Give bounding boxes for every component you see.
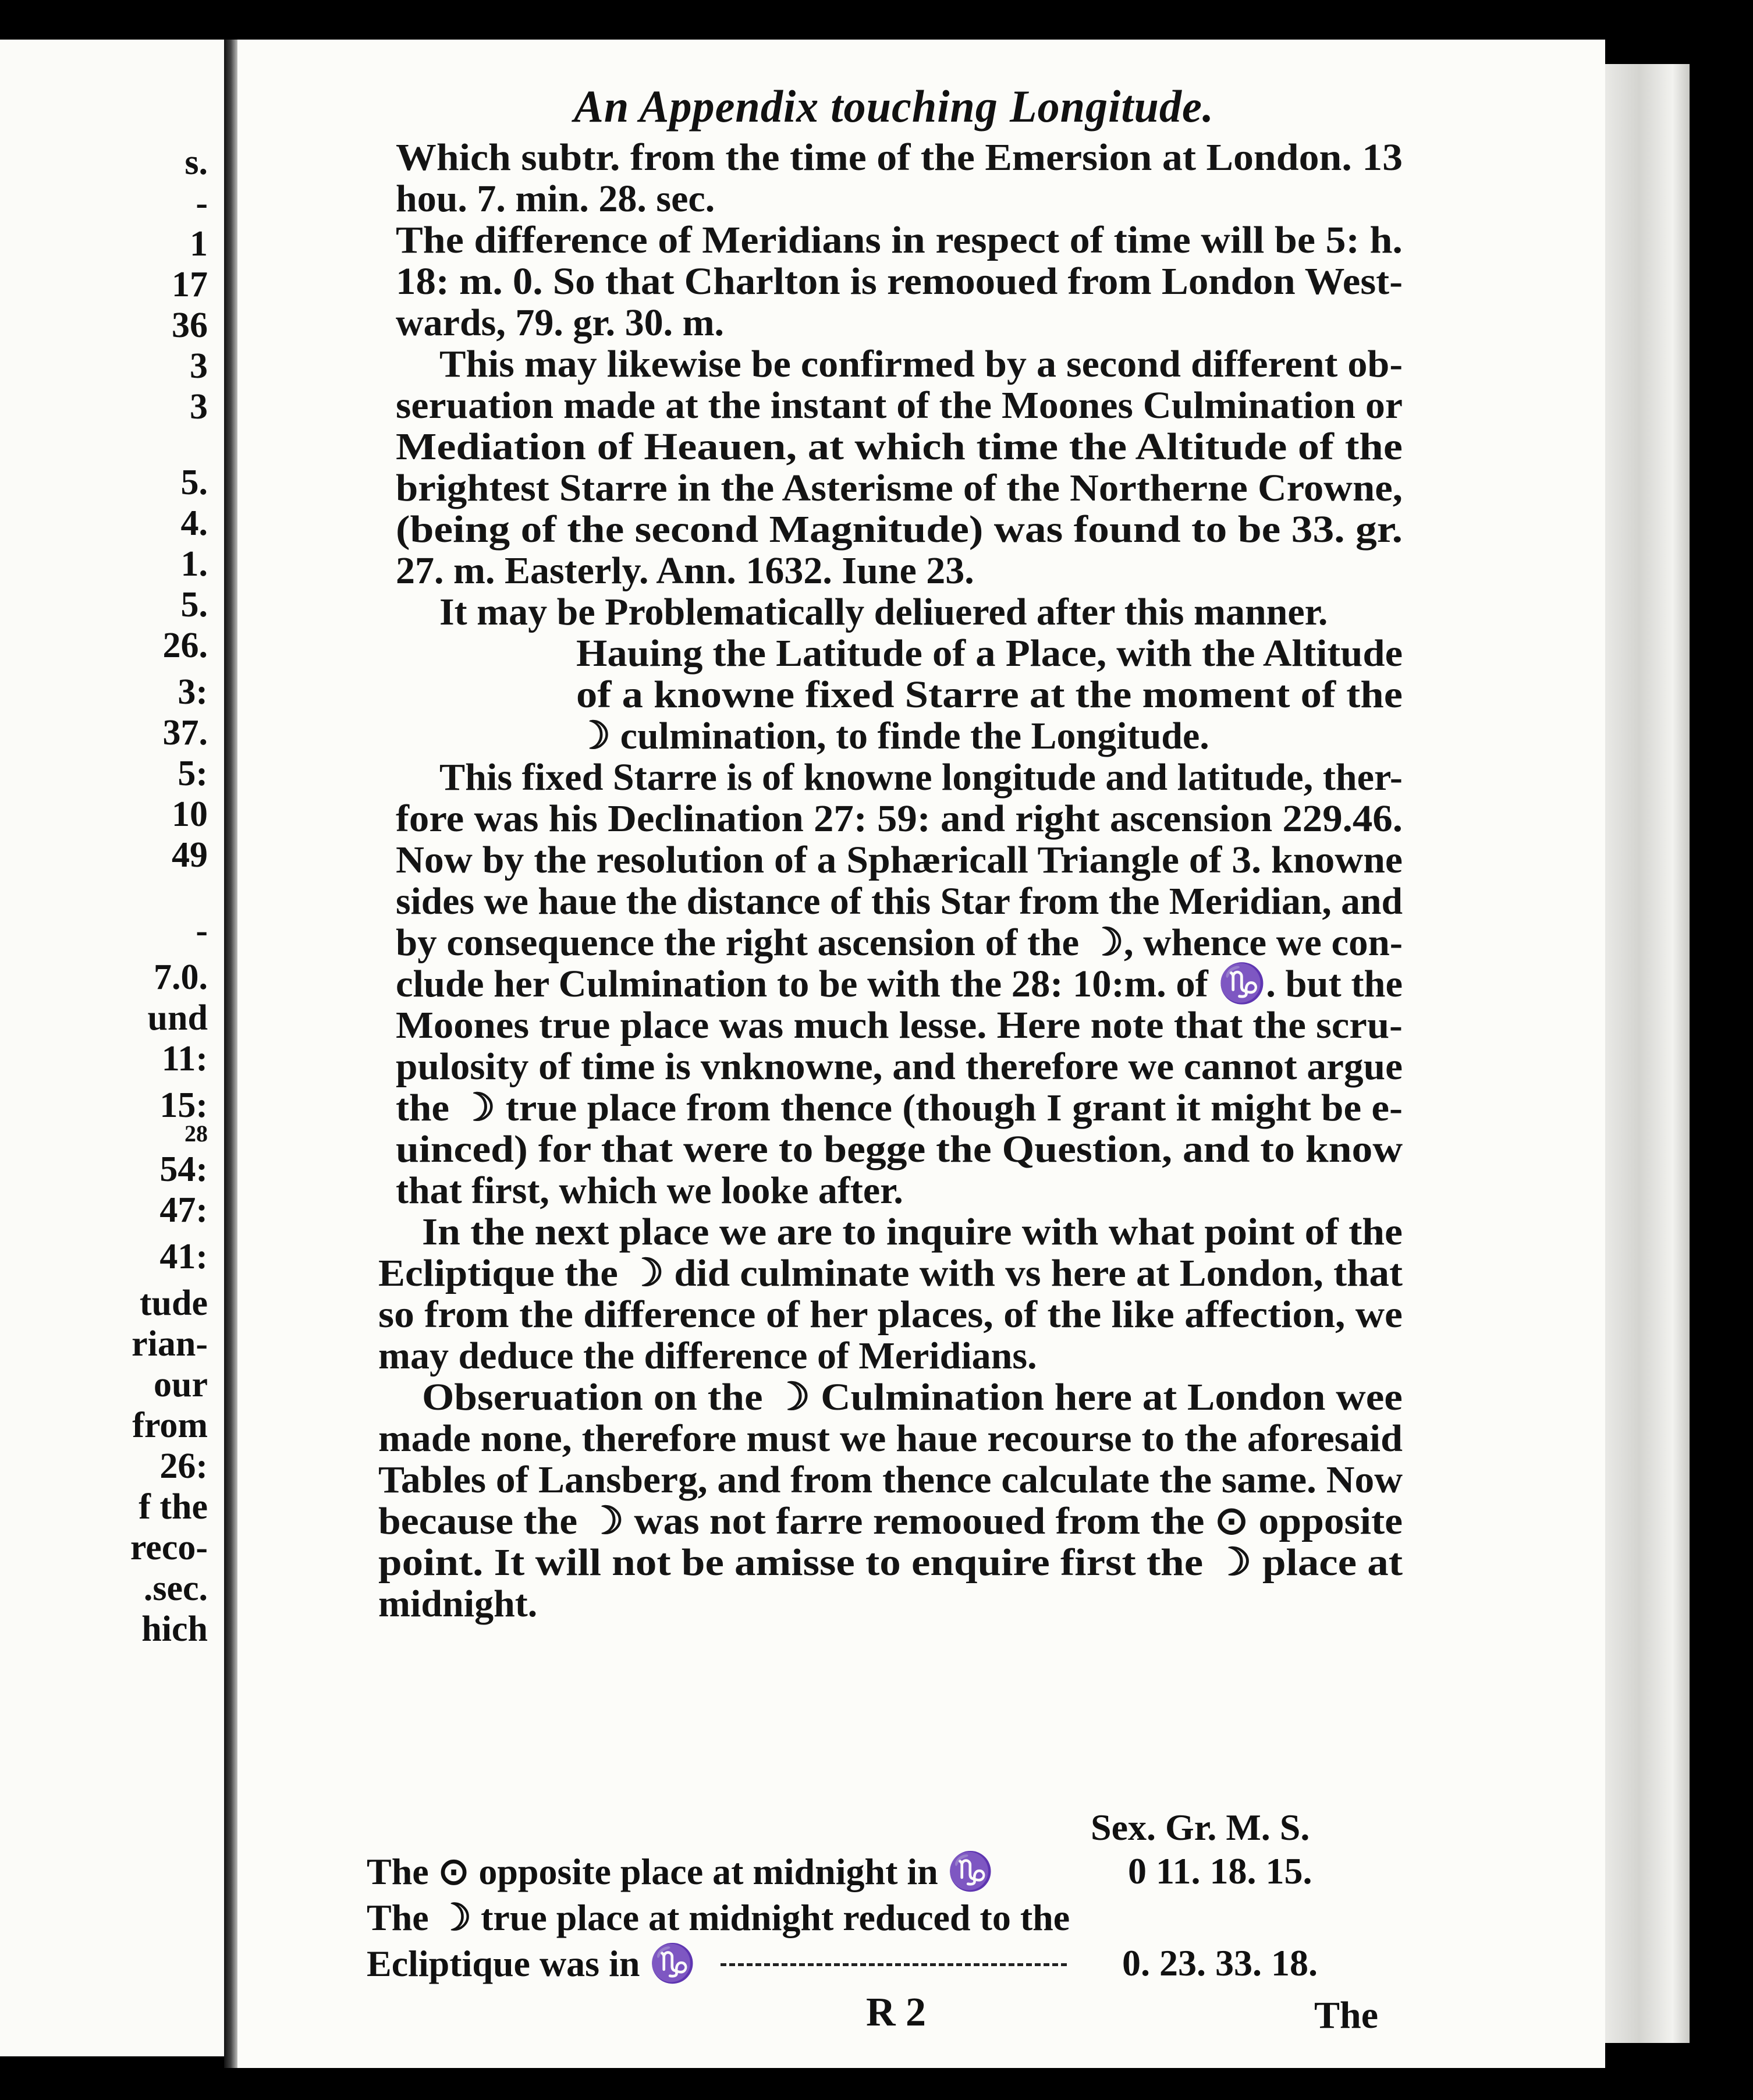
body-line: seruation made at the instant of the Moones Culmination or (396, 384, 1403, 427)
gutter-shadow (224, 40, 237, 2068)
left-page-text-fragment: 28 (184, 1120, 208, 1147)
left-page-text-fragment: 47: (159, 1190, 208, 1230)
left-page-text-fragment: f the (139, 1487, 208, 1527)
left-page-text-fragment: 3 (190, 346, 208, 386)
body-line: ☽ culmination, to finde the Longitude. (576, 715, 1209, 757)
body-line: brightest Starre in the Asterisme of the Northerne Crowne, (396, 467, 1403, 509)
body-line: Moones true place was much lesse. Here note that the scru- (396, 1004, 1403, 1047)
body-line: 18: m. 0. So that Charlton is remooued from London West- (396, 260, 1403, 303)
body-line: 27. m. Easterly. Ann. 1632. Iune 23. (396, 549, 974, 592)
page-edge (1605, 64, 1690, 2043)
table-row1-value: 0 11. 18. 15. (1128, 1850, 1312, 1892)
left-page-text-fragment: 15: (159, 1086, 208, 1125)
body-line: Now by the resolution of a Sphæricall Triangle of 3. knowne (396, 839, 1403, 881)
left-page-text-fragment: rian- (132, 1324, 208, 1364)
left-page-text-fragment: 5. (180, 463, 208, 502)
left-page-text-fragment: 1. (180, 544, 208, 584)
left-page-text-fragment: hich (141, 1609, 208, 1649)
body-line: by consequence the right ascension of the ☽, whence we con- (396, 921, 1403, 964)
body-line: sides we haue the distance of this Star from the Meridian, and (396, 880, 1403, 923)
body-line: Mediation of Heauen, at which time the Altitude of the (396, 425, 1403, 468)
left-page-text-fragment: - (196, 911, 208, 950)
body-line: Which subtr. from the time of the Emersion at London. 13 (396, 136, 1403, 179)
left-page-text-fragment: our (154, 1365, 208, 1404)
left-page-text-fragment: from (132, 1406, 208, 1445)
left-page-text-fragment: 49 (172, 835, 208, 875)
table-row2-label-b: Ecliptique was in ♑ (367, 1943, 696, 1984)
body-line: that first, which we looke after. (396, 1169, 903, 1212)
left-page-text-fragment: 26: (159, 1446, 208, 1486)
body-line: hou. 7. min. 28. sec. (396, 178, 715, 220)
catchword: The (1314, 1994, 1379, 2037)
left-page-text-fragment: reco- (130, 1528, 208, 1567)
body-line: This fixed Starre is of knowne longitude and latitude, ther- (439, 756, 1403, 799)
body-line: Hauing the Latitude of a Place, with the Altitude (576, 632, 1403, 675)
left-page-text-fragment: - (196, 183, 208, 223)
table-row2-value: 0. 23. 33. 18. (1122, 1942, 1318, 1984)
body-line: so from the difference of her places, of the like affection, we (378, 1293, 1403, 1336)
table-row1-label: The ⊙ opposite place at midnight in ♑ (367, 1851, 994, 1892)
body-line: midnight. (378, 1583, 538, 1625)
left-page-text-fragment: 5. (180, 585, 208, 625)
left-page-text-fragment: 3 (190, 387, 208, 427)
body-line: because the ☽ was not farre remooued from the ⊙ opposite (378, 1500, 1403, 1542)
body-line: wards, 79. gr. 30. m. (396, 301, 725, 344)
leader-rule (721, 1963, 1067, 1966)
table-row2-label-a: The ☽ true place at midnight reduced to the (367, 1897, 1070, 1938)
body-line: of a knowne fixed Starre at the moment of the (576, 673, 1403, 716)
left-page-text-fragment: 11: (161, 1039, 208, 1079)
left-page-text-fragment: 10 (172, 794, 208, 834)
left-page-text-fragment: 37. (162, 713, 208, 753)
left-page-fragment (0, 40, 228, 2056)
left-page-text-fragment: 5: (178, 754, 208, 793)
body-line: Obseruation on the ☽ Culmination here at London wee (422, 1376, 1403, 1418)
body-line: point. It will not be amisse to enquire first the ☽ place at (378, 1541, 1403, 1584)
body-line: (being of the second Magnitude) was found to be 33. gr. (396, 508, 1403, 551)
left-page-text-fragment: 54: (159, 1150, 208, 1189)
body-line: It may be Problematically deliuered after this manner. (439, 591, 1328, 633)
body-line: The difference of Meridians in respect of time will be 5: h. (396, 219, 1403, 261)
body-line: uinced) for that were to begge the Question, and to know (396, 1128, 1403, 1170)
left-page-text-fragment: und (147, 998, 208, 1038)
left-page-text-fragment: 3: (178, 672, 208, 712)
left-page-text-fragment: 7.0. (154, 957, 208, 997)
left-page-text-fragment: .sec. (143, 1569, 208, 1608)
body-line: may deduce the difference of Meridians. (378, 1335, 1037, 1377)
right-page (237, 40, 1605, 2068)
body-line: Ecliptique the ☽ did culminate with vs here at London, that (378, 1252, 1403, 1294)
body-line: This may likewise be confirmed by a second different ob- (439, 343, 1403, 385)
body-line: pulosity of time is vnknowne, and therefore we cannot argue (396, 1045, 1403, 1088)
left-page-text-fragment: tude (139, 1283, 208, 1323)
table-heading: Sex. Gr. M. S. (1091, 1807, 1310, 1848)
left-page-text-fragment: 1 (190, 224, 208, 264)
left-page-text-fragment: 4. (180, 503, 208, 543)
signature-mark: R 2 (866, 1990, 927, 2035)
left-page-text-fragment: 17 (172, 265, 208, 304)
body-line: In the next place we are to inquire with what point of the (422, 1211, 1403, 1253)
left-page-text-fragment: s. (184, 143, 208, 182)
left-page-text-fragment: 26. (162, 626, 208, 665)
body-line: fore was his Declination 27: 59: and right ascension 229.46. (396, 797, 1403, 840)
left-page-text-fragment: 36 (172, 306, 208, 345)
body-line: clude her Culmination to be with the 28: 10:m. of ♑. but the (396, 963, 1403, 1005)
body-line: Tables of Lansberg, and from thence calculate the same. Now (378, 1459, 1403, 1501)
running-header: An Appendix touching Longitude. (574, 81, 1214, 132)
body-line: the ☽ true place from thence (though I grant it might be e- (396, 1087, 1403, 1129)
left-page-text-fragment: 41: (159, 1237, 208, 1276)
body-line: made none, therefore must we haue recourse to the aforesaid (378, 1417, 1403, 1460)
